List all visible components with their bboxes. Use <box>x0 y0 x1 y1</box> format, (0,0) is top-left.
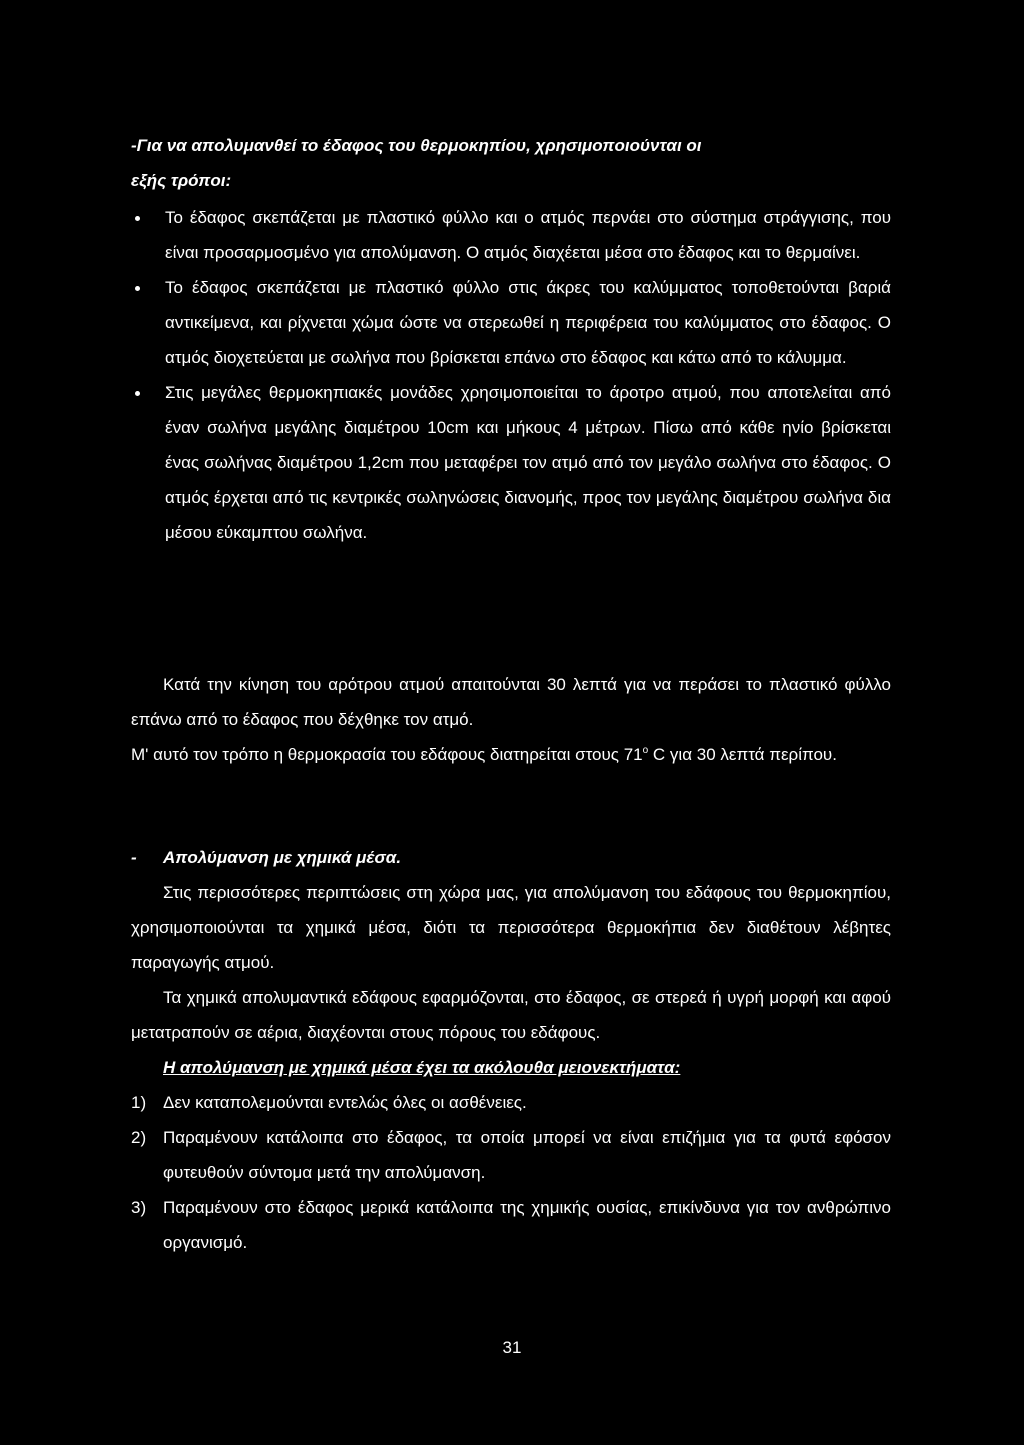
page-number: 31 <box>502 1338 522 1357</box>
list-number: 2) <box>131 1128 147 1147</box>
bullet-list <box>131 200 891 550</box>
list-item <box>131 1120 891 1190</box>
section-dash: - <box>131 848 137 867</box>
intro-heading-line2: εξής τρόποι: <box>131 171 232 190</box>
chemical-section-heading <box>131 840 891 875</box>
bullet-text: Το έδαφος σκεπάζεται με πλαστικό φύλλο και ο ατμός περνάει στο σύστημα στράγγισης, που είναι προσαρμοσμένο για απολύμανση. Ο ατμός διαχέεται μέσα στο έδαφος και το θερμαίνει. <box>165 208 891 262</box>
list-item <box>131 1190 891 1260</box>
list-item-text: Παραμένουν στο έδαφος μερικά κατάλοιπα της χημικής ουσίας, επικίνδυνα για τον ανθρώπινο οργανισμό. <box>163 1198 891 1252</box>
list-number: 3) <box>131 1198 147 1217</box>
bullet-text: Στις μεγάλες θερμοκηπιακές μονάδες χρησιμοποιείται το άροτρο ατμού, που αποτελείται από έναν σωλήνα μεγάλης διαμέτρου 10cm και μήκους 4 μέτρων. Πίσω από κάθε ηνίο βρίσκεται ένας σωλήνας διαμέτρου 1,2cm που μεταφέρει τον ατμό από τον μεγάλο σωλήνα στο έδαφος. Ο ατμός έρχεται από τις κεντρικές σωληνώσεις διανομής, προς τον μεγάλης διαμέτρου σωλήνα δια μέσου εύκαμπτου σωλήνα. <box>165 383 891 542</box>
bullet-text: Το έδαφος σκεπάζεται με πλαστικό φύλλο στις άκρες του καλύμματος τοποθετούνται βαριά αντικείμενα, και ρίχνεται χώμα ώστε να στερεωθεί η περιφέρεια του καλύμματος στο έδαφος. Ο ατμός διοχετεύεται με σωλήνα που βρίσκεται επάνω στο έδαφος και κάτω από το κάλυμμα. <box>165 278 891 367</box>
steam-plough-paragraph <box>131 667 891 772</box>
degree-sup: ο <box>642 745 649 756</box>
plough-time-text: Κατά την κίνηση του αρότρου ατμού απαιτούνται 30 λεπτά για να περάσει το πλαστικό φύλλο επάνω από το έδαφος που δέχθηκε τον ατμό. <box>131 675 891 729</box>
bullet-item <box>131 270 891 375</box>
bullet-item <box>131 200 891 270</box>
bullet-item <box>131 375 891 550</box>
list-item-text: Δεν καταπολεμούνται εντελώς όλες οι ασθένειες. <box>163 1093 527 1112</box>
temperature-text-start: Μ' αυτό τον τρόπο η θερμοκρασία του εδάφους διατηρείται στους 71 <box>131 745 643 764</box>
temperature-text-end: C για 30 λεπτά περίπου. <box>648 745 837 764</box>
intro-heading <box>131 128 891 198</box>
list-item <box>131 1085 891 1120</box>
temperature-text <box>131 737 891 772</box>
disadvantages-heading <box>131 1050 891 1085</box>
list-item-text: Παραμένουν κατάλοιπα στο έδαφος, τα οποία μπορεί να είναι επιζήμια για τα φυτά εφόσον φυτευθούν σύντομα μετά την απολύμανση. <box>163 1128 891 1182</box>
disadvantages-heading-text: Η απολύμανση με χημικά μέσα έχει τα ακόλουθα μειονεκτήματα: <box>163 1058 681 1077</box>
chemical-paragraph-1: Στις περισσότερες περιπτώσεις στη χώρα μας, για απολύμανση του εδάφους του θερμοκηπίου, χρησιμοποιούνται τα χημικά μέσα, διότι τα περισσότερα θερμοκήπια δεν διαθέτουν λέβητες παραγωγής ατμού. <box>131 883 891 972</box>
chemical-section-title: Απολύμανση με χημικά μέσα. <box>163 848 402 867</box>
chemical-section <box>131 840 891 1260</box>
chemical-paragraph-2: Τα χημικά απολυμαντικά εδάφους εφαρμόζονται, στο έδαφος, σε στερεά ή υγρή μορφή και αφού μετατραπούν σε αέρια, διαχέονται στους πόρους του εδάφους. <box>131 988 891 1042</box>
list-number: 1) <box>131 1093 147 1112</box>
disadvantages-list <box>131 1085 891 1260</box>
intro-heading-line1: -Για να απολυμανθεί το έδαφος του θερμοκηπίου, χρησιμοποιούνται οι <box>131 136 702 155</box>
